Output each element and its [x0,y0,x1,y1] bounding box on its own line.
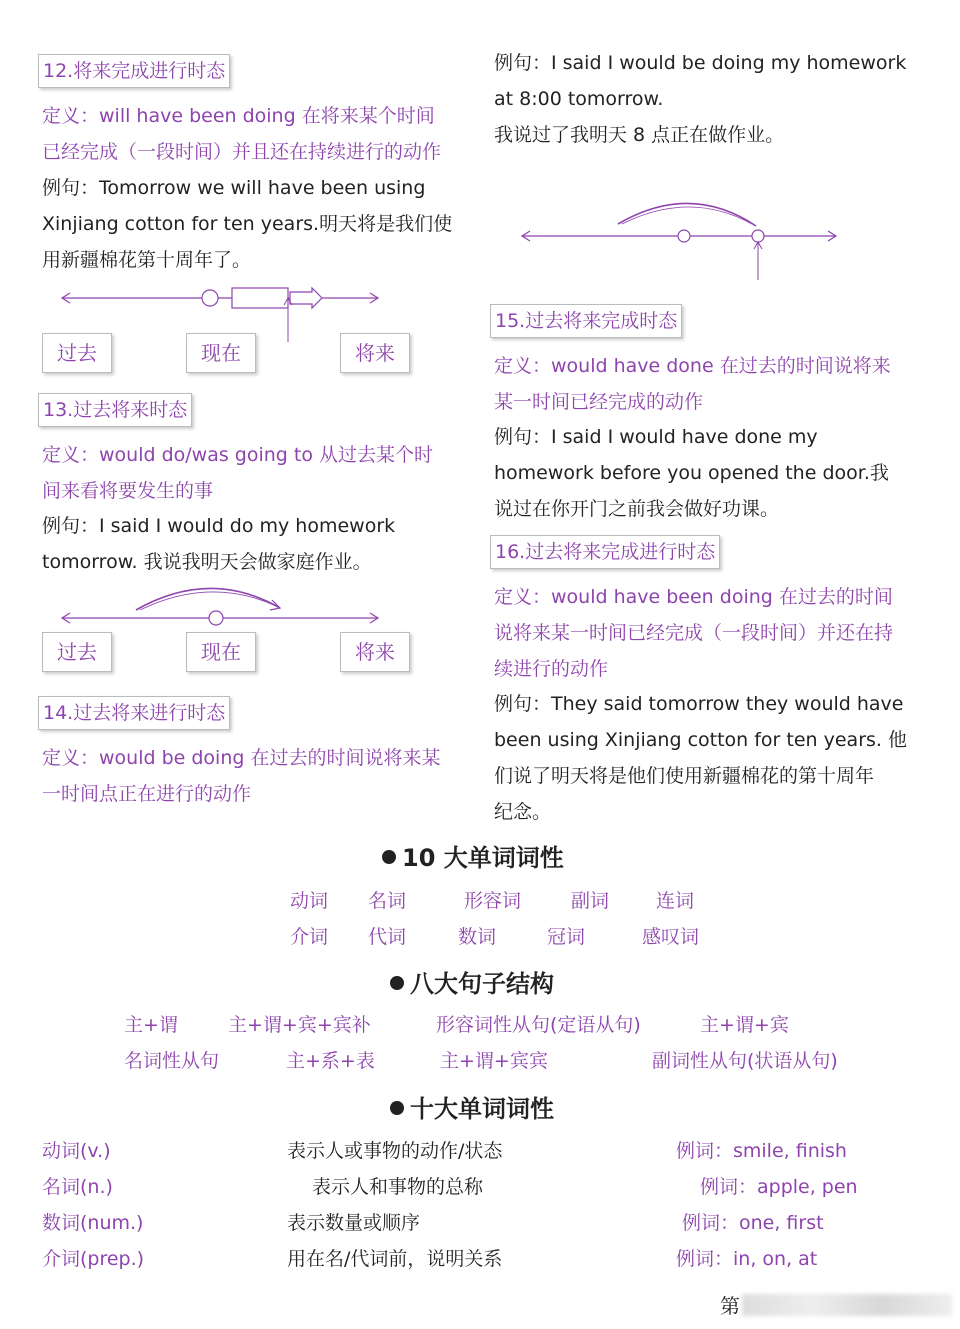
definition-line: 一时间点正在进行的动作 [42,783,252,805]
pos-description: 表示人或事物的动作/状态 [287,1140,503,1162]
example-line: at 8:00 tomorrow. [494,88,664,110]
timeline-label-past: 过去 [42,632,112,672]
definition-12 [42,98,472,170]
pos-name: 数词(num.) [42,1212,144,1234]
section-title-12: 12.将来完成进行时态 [38,54,230,88]
example-13 [42,508,472,580]
section-title-14: 14.过去将来进行时态 [38,696,230,730]
example-line: 例句：I said I would do my homework [42,515,396,537]
bullet-dot-icon [382,850,396,864]
timeline-label-future: 将来 [340,333,410,373]
pos-example: 例词：one, first [682,1212,824,1234]
example-line: 们说了明天将是他们使用新疆棉花的第十周年 [494,765,875,787]
definition-line: 某一时间已经完成的动作 [494,391,704,413]
example-line: tomorrow. 我说我明天会做家庭作业。 [42,551,372,573]
bullet-dot-icon [390,1101,404,1115]
sentence-structure: 主+谓+宾宾 [440,1050,548,1072]
pos-example: 例词：in, on, at [676,1248,818,1270]
example-line: 例句：Tomorrow we will have been using [42,177,426,199]
pos-description: 用在名/代词前，说明关系 [287,1248,503,1270]
pos-word: 介词 [290,926,329,948]
pos-example: 例词：apple, pen [700,1176,858,1198]
timeline-label-now: 现在 [186,632,256,672]
bullet-dot-icon [390,976,404,990]
example-line: 我说过了我明天 8 点正在做作业。 [494,124,785,146]
pos-name: 动词(v.) [42,1140,111,1162]
example-line: 例句：I said I would have done my [494,426,818,448]
pos-word: 形容词 [464,890,522,912]
example-line: 例句：They said tomorrow they would have [494,693,904,715]
page-footer-text: 第 [720,1294,740,1318]
example-14 [494,45,924,153]
definition-line: 定义：would have done 在过去的时间说将来 [494,355,891,377]
timeline-label-future: 将来 [340,632,410,672]
definition-line: 说将来某一时间已经完成（一段时间）并还在持 [494,622,894,644]
example-line: 用新疆棉花第十周年了。 [42,249,252,271]
pos-word: 动词 [290,890,329,912]
definition-line: 定义：would do/was going to 从过去某个时 [42,444,434,466]
definition-line: 已经完成（一段时间）并且还在持续进行的动作 [42,141,442,163]
definition-line: 定义：would have been doing 在过去的时间 [494,586,893,608]
example-12 [42,170,472,278]
sentence-structure: 主+谓 [124,1014,178,1036]
pos-word: 连词 [656,890,695,912]
section-title-15: 15.过去将来完成时态 [490,304,682,338]
pos-description: 表示数量或顺序 [287,1212,421,1234]
example-line: 例句：I said I would be doing my homework [494,52,907,74]
blurred-footer [742,1294,952,1316]
definition-15 [494,348,924,420]
pos-name: 介词(prep.) [42,1248,145,1270]
section-title-13: 13.过去将来时态 [38,393,192,427]
definition-line: 定义：will have been doing 在将来某个时间 [42,105,435,127]
timeline-diagram-14 [520,196,850,286]
example-line: Xinjiang cotton for ten years.明天将是我们使 [42,213,453,235]
pos-table-heading: 十大单词词性 [390,1089,554,1124]
example-line: 纪念。 [494,801,552,823]
definition-16 [494,579,924,687]
sentence-structure: 主+系+表 [286,1050,375,1072]
sentence-structure: 副词性从句(状语从句) [652,1050,838,1072]
sentence-structure: 形容词性从句(定语从句) [436,1014,641,1036]
definition-14 [42,740,472,812]
pos-description: 表示人和事物的总称 [312,1176,484,1198]
definition-13 [42,437,472,509]
timeline-diagram-12 [60,280,390,330]
timeline-label-past: 过去 [42,333,112,373]
definition-line: 间来看将要发生的事 [42,480,214,502]
pos-example: 例词：smile, finish [676,1140,847,1162]
pos-word: 冠词 [547,926,586,948]
example-15 [494,419,924,527]
example-line: 说过在你开门之前我会做好功课。 [494,498,780,520]
pos-word: 名词 [368,890,407,912]
pos-name: 名词(n.) [42,1176,113,1198]
sentence-structure: 主+谓+宾+宾补 [228,1014,371,1036]
definition-line: 定义：would be doing 在过去的时间说将来某 [42,747,441,769]
timeline-label-now: 现在 [186,333,256,373]
pos-word: 副词 [571,890,610,912]
example-line: homework before you opened the door.我 [494,462,889,484]
section-title-16: 16.过去将来完成进行时态 [490,535,720,569]
sentence-structure: 名词性从句 [124,1050,220,1072]
pos-word: 代词 [368,926,407,948]
pos10-heading: 10 大单词词性 [382,838,564,873]
example-16 [494,686,924,830]
sentence-structure: 主+谓+宾 [700,1014,789,1036]
sentence8-heading: 八大句子结构 [390,964,554,999]
definition-line: 续进行的动作 [494,658,609,680]
pos-word: 感叹词 [642,926,700,948]
example-line: been using Xinjiang cotton for ten years. 他 [494,729,907,751]
pos-word: 数词 [458,926,497,948]
timeline-diagram-13 [60,580,390,630]
